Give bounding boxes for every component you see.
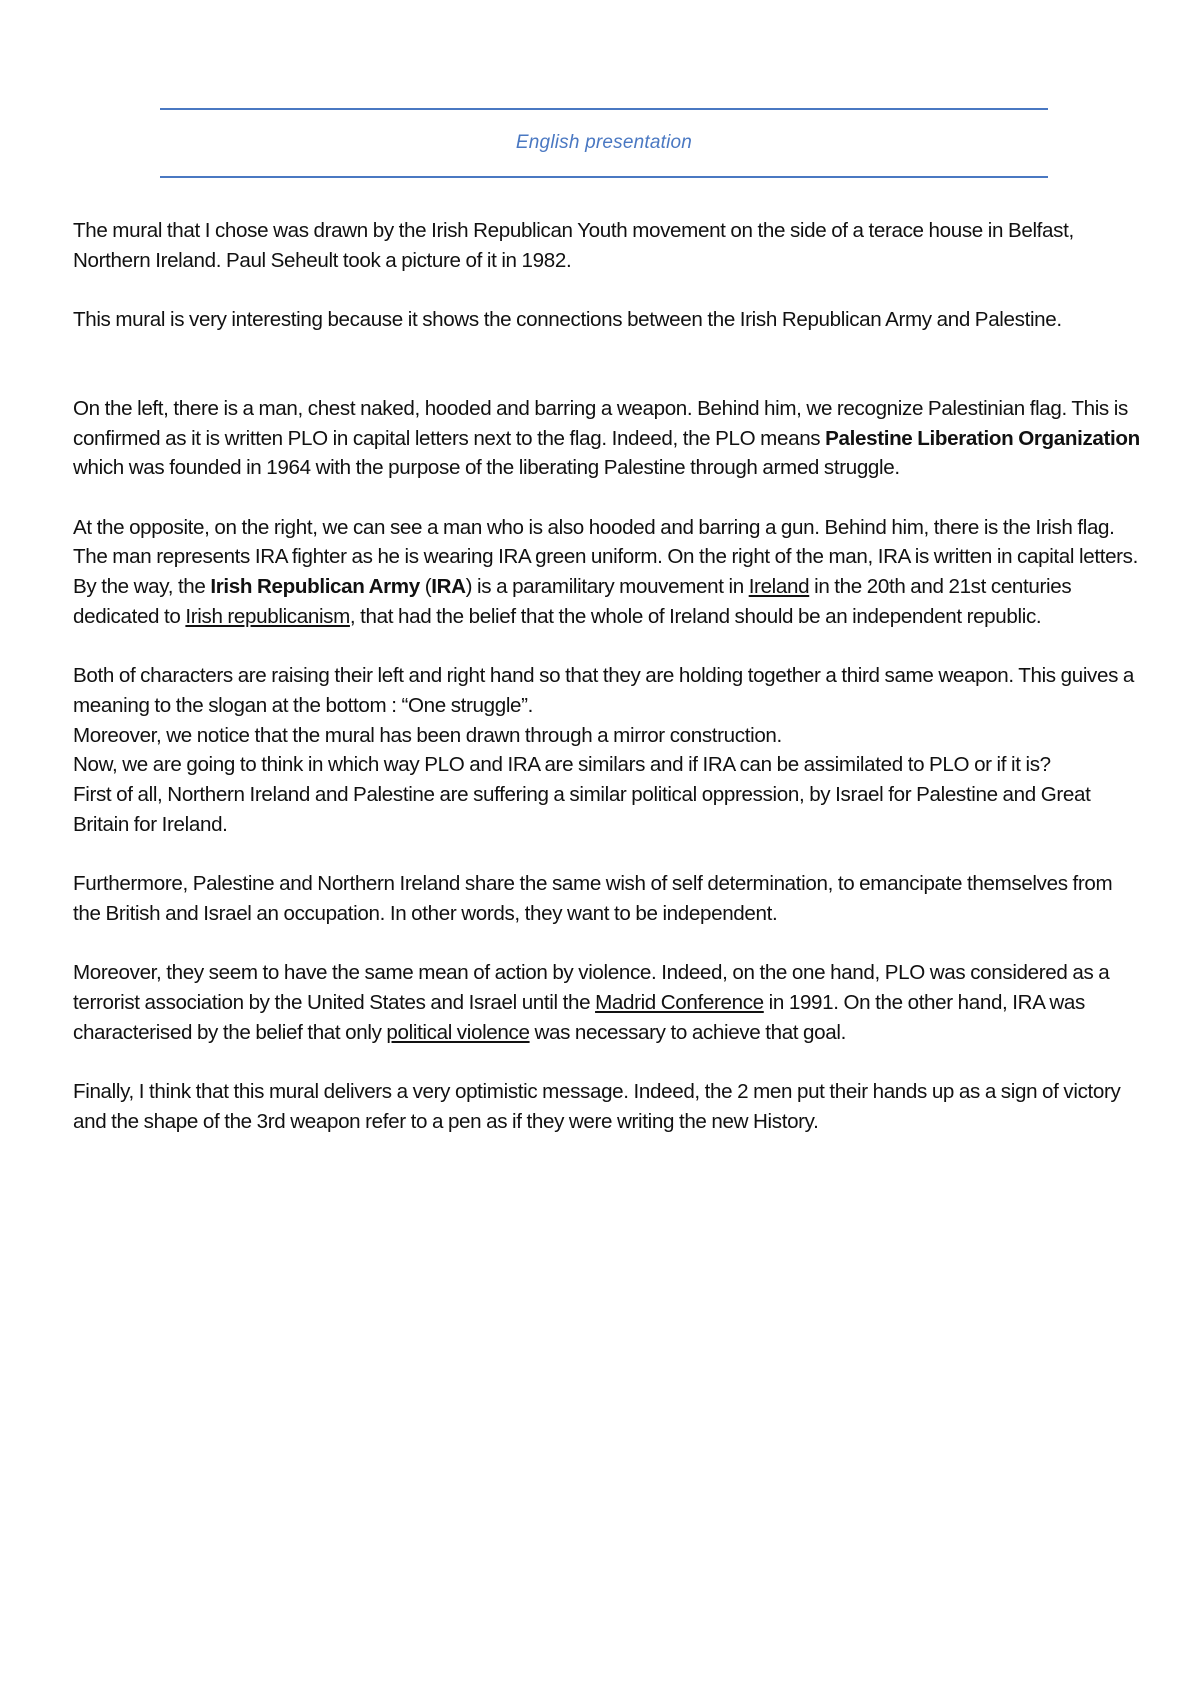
- text-run: , that had the belief that the whole of Ireland should be an independent republic.: [349, 604, 1042, 628]
- text-run: At the opposite, on the right, we can see a man who is also hooded and barring a gun. Behind him, there is the Irish flag. The man represents IRA fighter as he is wearing IRA green uniform. On the right of the man, IRA is written in capital letters. By the way, the: [73, 515, 1138, 598]
- text-run: On the left, there is a man, chest naked, hooded and barring a weapon. Behind him, we recognize Palestinian flag. This is confirmed as it is written PLO in capital letters next to the flag. Indeed, the PLO means: [73, 396, 1128, 450]
- link-irish-republicanism[interactable]: Irish republicanism: [185, 604, 350, 628]
- paragraph-interest: This mural is very interesting because it shows the connections between the Irish Republican Army and Palestine.: [73, 308, 1062, 332]
- paragraph-gap: [73, 928, 1143, 958]
- paragraph-gap: [73, 335, 1143, 394]
- paragraph-gap: [73, 631, 1143, 661]
- header-title: English presentation: [515, 132, 693, 153]
- paragraph-question: Now, we are going to think in which way PLO and IRA are similars and if IRA can be assimilated to PLO or if it is?: [73, 753, 1051, 777]
- text-run: which was founded in 1964 with the purpose of the liberating Palestine through armed struggle.: [73, 456, 900, 480]
- paragraph-mirror: Moreover, we notice that the mural has been drawn through a mirror construction.: [73, 723, 782, 747]
- text-run: was necessary to achieve that goal.: [529, 1020, 846, 1044]
- text-run: in the 20th and 21st centuries dedicated to: [73, 575, 1072, 628]
- paragraph-right-figure: [73, 513, 1143, 632]
- link-political-violence[interactable]: political violence: [386, 1020, 530, 1044]
- paragraph-violence: [73, 958, 1143, 1047]
- paragraph-gap: [73, 275, 1143, 305]
- paragraph-gap: [73, 1047, 1143, 1077]
- text-run: ) is a paramilitary mouvement in: [465, 575, 749, 598]
- bold-term-plo: Palestine Liberation Organization: [825, 426, 1140, 450]
- bold-term-ira-abbr: IRA: [431, 575, 466, 598]
- paragraph-gap: [73, 483, 1143, 513]
- paragraph-gap: [73, 839, 1143, 869]
- paragraph-oppression: First of all, Northern Ireland and Palestine are suffering a similar political oppression, by Israel for Palestine and Great Britain for Ireland.: [73, 782, 1091, 836]
- link-ireland[interactable]: Ireland: [748, 575, 810, 598]
- text-run: in 1991. On the other hand, IRA was characterised by the belief that only: [73, 990, 1085, 1044]
- header-top-rule: [160, 108, 1048, 110]
- header-bottom-rule: [160, 176, 1048, 178]
- paragraph-intro: The mural that I chose was drawn by the Irish Republican Youth movement on the side of a terace house in Belfast, Northern Ireland. Paul Seheult took a picture of it in 1982.: [73, 219, 1074, 272]
- text-run: Moreover, they seem to have the same mean of action by violence. Indeed, on the one hand, PLO was considered as a terrorist association by the United States and Israel until the: [73, 961, 1110, 1014]
- link-madrid-conference[interactable]: Madrid Conference: [595, 990, 764, 1014]
- paragraph-characters: Both of characters are raising their left and right hand so that they are holding together a third same weapon. This guives a meaning to the slogan at the bottom : “One struggle”.: [73, 664, 1135, 717]
- paragraph-self-determination: Furthermore, Palestine and Northern Ireland share the same wish of self determination, to emancipate themselves from the British and Israel an occupation. In other words, they want to be independent.: [73, 872, 1113, 925]
- paragraph-left-figure: [73, 394, 1143, 483]
- bold-term-ira: Irish Republican Army: [210, 575, 420, 598]
- paragraph-conclusion: Finally, I think that this mural delivers a very optimistic message. Indeed, the 2 men put their hands up as a sign of victory and the shape of the 3rd weapon refer to a pen as if they were writing the new History.: [73, 1079, 1121, 1133]
- document-body: [73, 216, 1143, 1136]
- text-run: (: [419, 575, 432, 598]
